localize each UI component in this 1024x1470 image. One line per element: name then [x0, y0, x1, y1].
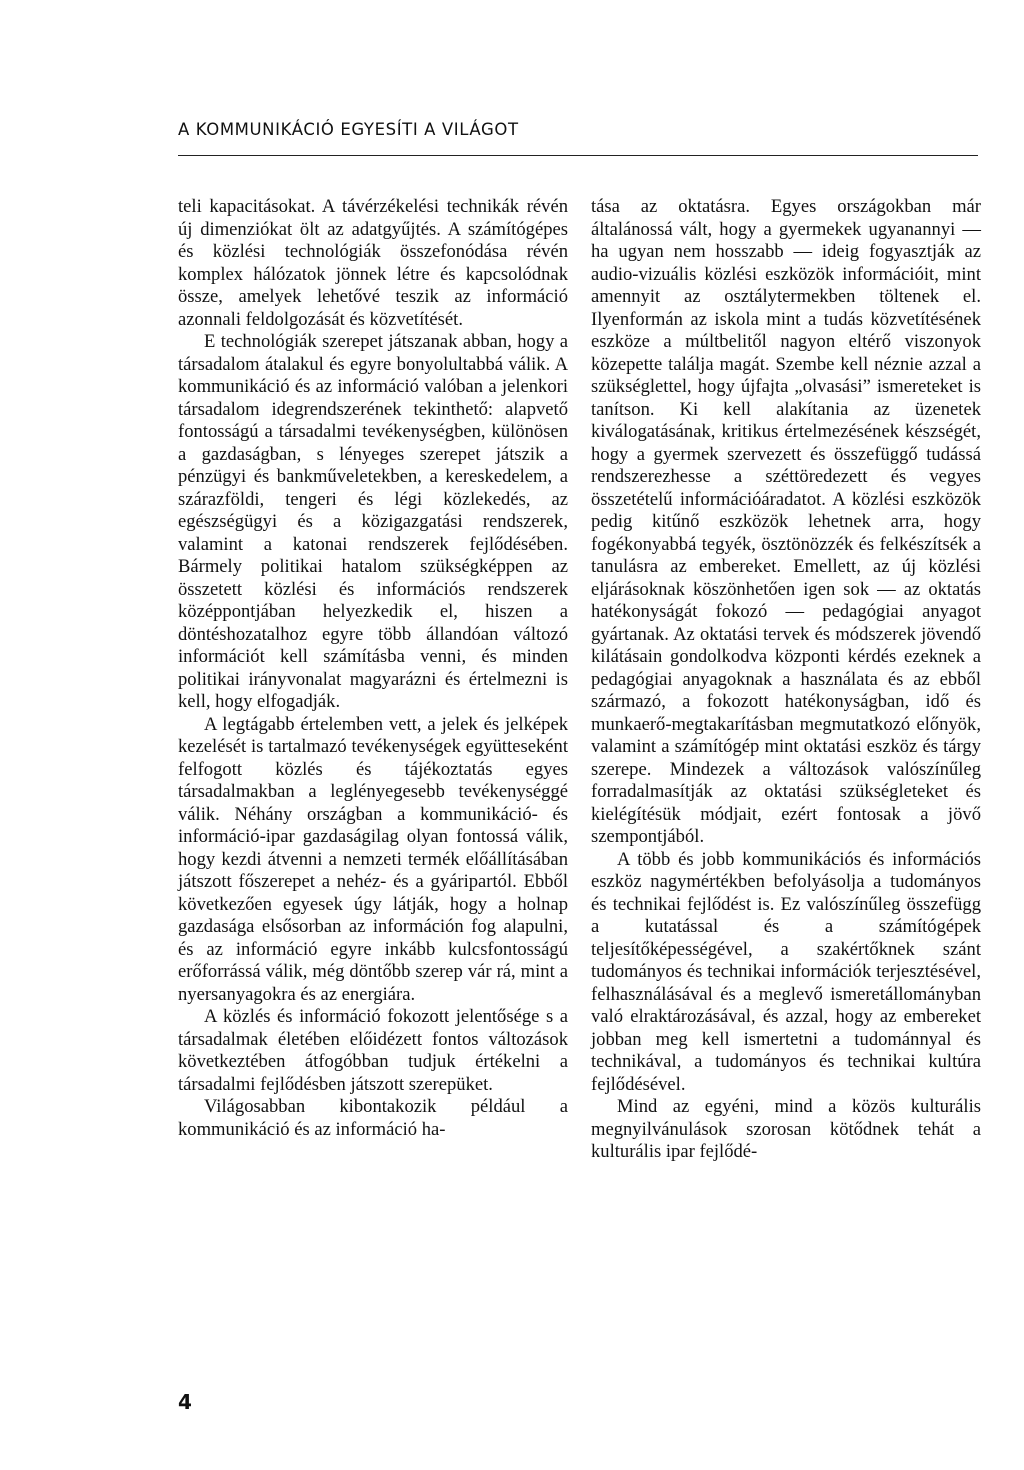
paragraph: Mind az egyéni, mind a közös kulturális megnyilvánulások szorosan kötődnek tehát a kulturális ipar fejlődé- — [591, 1096, 981, 1162]
paragraph: A közlés és információ fokozott jelentősége s a társadalmak életében előidézett fontos változások következtében átfogóbban tudjuk értékelni a társadalmi fejlődésben játszott szerepüket. — [178, 1006, 568, 1095]
paragraph: A több és jobb kommunikációs és információs eszköz nagymértékben befolyásolja a tudományos és technikai fejlődést is. Ez valószínűleg összefügg a kutatással és a számítógépek teljesítőképességével, a szakértőknek szánt tudományos és technikai információk terjesztésével, felhasználásával és a meglevő ismeretállományban való elraktározásával, és azzal, hogy az embereket jobban meg kell ismertetni a tudománnyal és technikával, a tudományos és technikai kultúra fejlődésével. — [591, 848, 981, 1095]
paragraph: E technológiák szerepet játszanak abban, hogy a társadalom átalakul és egyre bonyolultabbá válik. A kommunikáció és az információ valóban a jelenkori társadalom idegrendszerének tekinthető: alapvető fontosságú a társadalmi tevékenységben, különösen a gazdaságban, s lényeges szerepet játszik a pénzügyi és bankműveletekben, a kereskedelem, a szárazföldi, tengeri és légi közlekedés, az egészségügyi és a közigazgatási rendszerek, valamint a katonai rendszerek fejlődésében. Bármely politikai hatalom szükségképpen az összetett közlési és információs rendszerek középpontjában helyezkedik el, hiszen a döntéshozatalhoz egyre több állandóan változó információt kell számításba venni, és minden politikai irányvonalat magyarázni és értelmezni is kell, hogy elfogadják. — [178, 331, 568, 712]
paragraph: teli kapacitásokat. A távérzékelési technikák révén új dimenziókat ölt az adatgyűjtés. A számítógépes és közlési technológiák összefonódása révén komplex hálózatok jönnek létre és kapcsolódnak össze, amelyek lehetővé teszik az információ azonnali feldolgozását és közvetítését. — [178, 196, 568, 330]
right-column — [591, 196, 981, 1164]
paragraph: Világosabban kibontakozik például a kommunikáció és az információ ha- — [178, 1096, 568, 1140]
header-rule — [178, 155, 978, 156]
left-column — [178, 196, 568, 1141]
paragraph: A legtágabb értelemben vett, a jelek és jelképek kezelését is tartalmazó tevékenységek együtteseként felfogott közlés és tájékoztatás egyes társadalmakban a leglényegesebb tevékenységgé válik. Néhány országban a kommunikáció- és információ-ipar gazdaságilag olyan fontossá válik, hogy kezdi átvenni a nemzeti termék előállításában játszott főszerepet a nehéz- és a gyáripartól. Ebből következően egyesek úgy látják, hogy a holnap gazdasága elsősorban az információn fog alapulni, és az információ egyre inkább kulcsfontosságú erőforrássá válik, még döntőbb szerep vár rá, mint a nyersanyagokra és az energiára. — [178, 713, 568, 1005]
paragraph: tása az oktatásra. Egyes országokban már általánossá vált, hogy a gyermekek ugyanannyi — ha ugyan nem hosszabb — ideig fogyasztják az audio-vizuális közlési eszközök információit, mint amennyit az osztálytermekben töltenek el. Ilyenformán az iskola mint a tudás közvetítésének eszköze a múltbelitől nagyon eltérő viszonyok közepette találja magát. Szembe kell néznie azzal a szükséglettel, hogy újfajta „olvasási” ismereteket is tanítson. Ki kell alakítania az üzenetek kiválogatásának, kritikus értelmezésének készségét, hogy a gyermek szervezett és összefüggő tudássá rendszerezhesse a széttöredezett és vegyes összetételű információáradatot. A közlési eszközök pedig kitűnő eszközök lehetnek arra, hogy fogékonyabbá tegyék, ösztönözzék és felkészítsék a tanulásra az embereket. Emellett, az új közlési eljárásoknak köszönhetően igen sok — az oktatás hatékonyságát fokozó — pedagógiai anyagot gyártanak. Az oktatási tervek és módszerek jövendő kilátásain gondolkodva központi kérdés ezeknek a pedagógiai anyagoknak a használata és az ebből származó, a fokozott hatékonyságban, idő és munkaerő-megtakarításban megmutatkozó előnyök, valamint a számítógép mint oktatási eszköz és tárgy szerepe. Mindezek a változások valószínűleg forradalmasítják az oktatási szükségleteket és kielégítésük módjait, ezért fontosak a jövő szempontjából. — [591, 196, 981, 847]
page-number: 4 — [178, 1390, 192, 1414]
running-head: A KOMMUNIKÁCIÓ EGYESÍTI A VILÁGOT — [178, 120, 519, 139]
